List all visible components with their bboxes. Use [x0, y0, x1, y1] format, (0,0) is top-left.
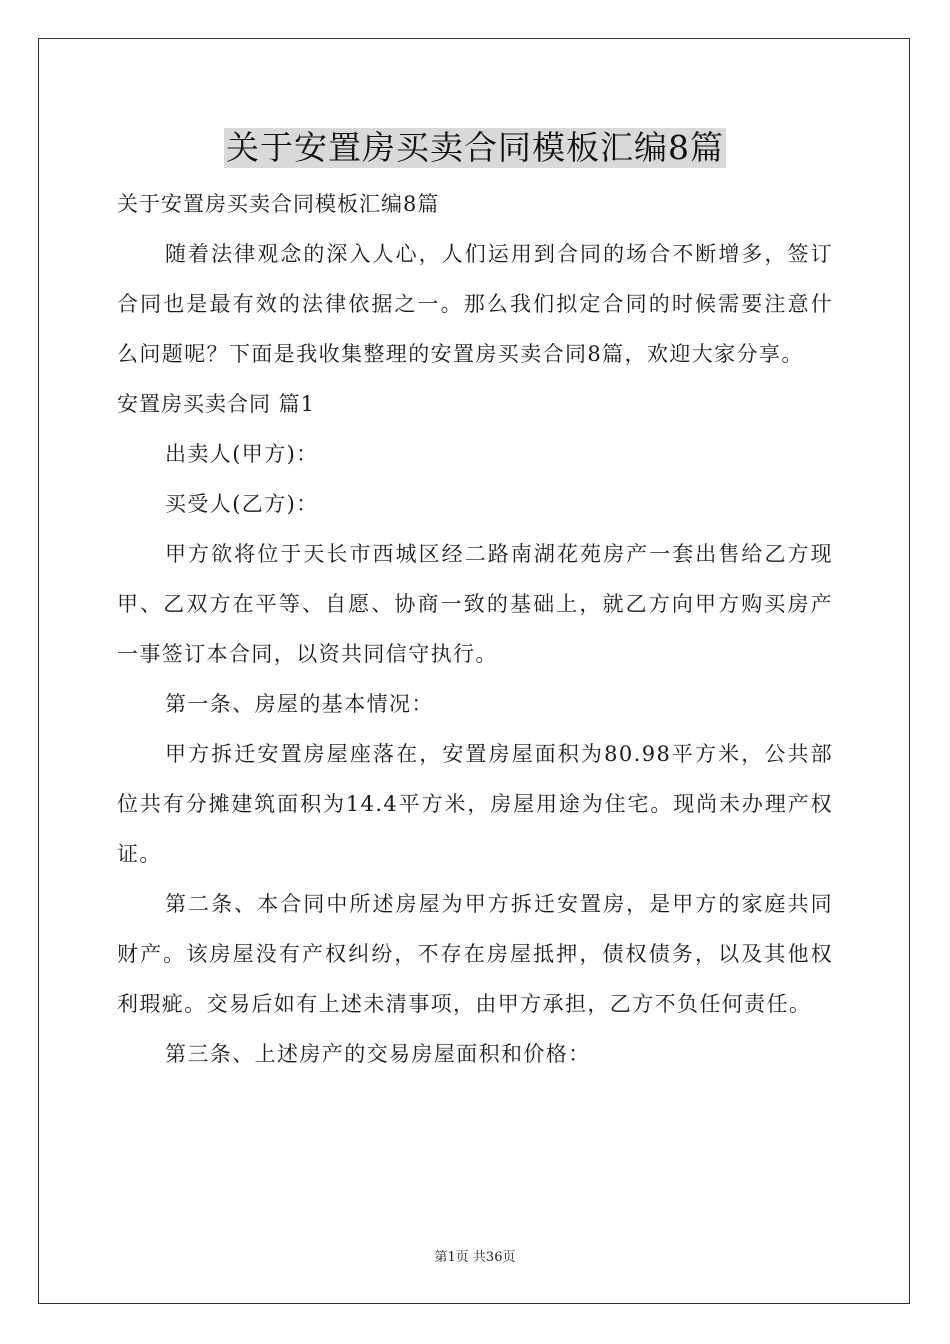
document-subtitle: 关于安置房买卖合同模板汇编8篇 — [117, 192, 440, 216]
page-footer: 第1页 共36页 — [434, 1250, 516, 1265]
agreement-paragraph: 甲方欲将位于天长市西城区经二路南湖花苑房产一套出售给乙方现甲、乙双方在平等、自愿、协商一致的基础上，就乙方向甲方购买房产一事签订本合同，以资共同信守执行。 — [117, 542, 833, 666]
intro-paragraph: 随着法律观念的深入人心，人们运用到合同的场合不断增多，签订合同也是最有效的法律依据之一。那么我们拟定合同的时候需要注意什么问题呢？下面是我收集整理的安置房买卖合同8篇，欢迎大家分享。 — [117, 242, 833, 366]
document-body — [117, 179, 833, 1079]
buyer-line: 买受人(乙方)： — [165, 492, 319, 516]
section-heading: 安置房买卖合同 篇1 — [117, 392, 316, 416]
article-3-heading: 第三条、上述房产的交易房屋面积和价格： — [165, 1042, 591, 1066]
title-container — [0, 128, 950, 168]
seller-line: 出卖人(甲方)： — [165, 442, 319, 466]
article-1-body: 甲方拆迁安置房屋座落在，安置房屋面积为80.98平方米，公共部位共有分摊建筑面积为14.4平方米，房屋用途为住宅。现尚未办理产权证。 — [117, 742, 833, 866]
article-1-heading: 第一条、房屋的基本情况： — [165, 692, 434, 716]
document-title: 关于安置房买卖合同模板汇编8篇 — [226, 128, 724, 167]
article-2-paragraph: 第二条、本合同中所述房屋为甲方拆迁安置房，是甲方的家庭共同财产。该房屋没有产权纠纷，不存在房屋抵押，债权债务，以及其他权利瑕疵。交易后如有上述未清事项，由甲方承担，乙方不负任何责任。 — [117, 892, 833, 1016]
